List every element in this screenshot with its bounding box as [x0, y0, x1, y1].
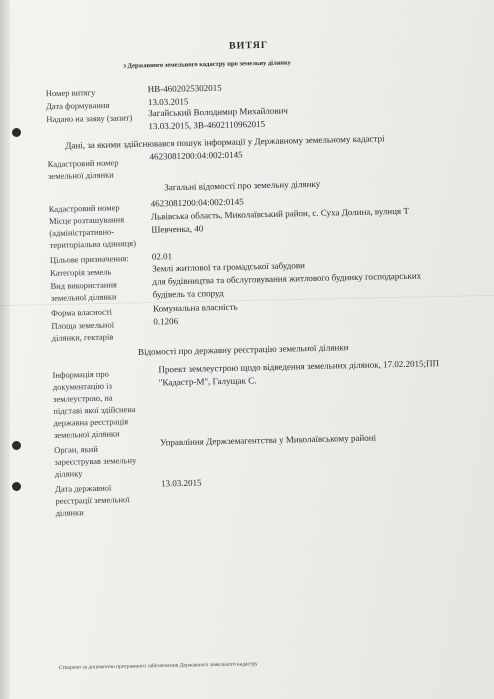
search-cadastral-value: 4623081200:04:002:0145	[149, 149, 243, 162]
general-heading: Загальні відомості про земельну ділянку	[164, 178, 321, 193]
doc-label-6: земельної ділянки	[53, 428, 120, 440]
organ-label: Орган, який	[54, 443, 98, 455]
ownership-label: Форма власності	[50, 306, 113, 318]
doc-label-5: державна реєстрація	[53, 416, 129, 428]
category-value: Землі житлової та громадської забудови	[152, 260, 305, 274]
request-value-name: Загайський Володимир Михайлович	[148, 105, 289, 119]
extract-number-label: Номер витягу	[45, 87, 96, 99]
extract-date-label: Дата формування	[45, 99, 110, 112]
area-label-2: ділянки, гектарів	[51, 331, 114, 343]
usage-label-2: земельної ділянки	[50, 291, 117, 303]
doc-value-2: "Кадастр-М", Галущак С.	[158, 375, 257, 388]
punch-hole-icon	[12, 441, 21, 450]
punch-hole-icon	[12, 482, 21, 491]
reg-date-label-2: реєстрації земельної	[55, 494, 130, 506]
doc-label: Інформація про	[52, 368, 109, 380]
doc-value: Проект землеустрою щодо відведення земельних ділянок, 17.02.2015;ПП	[158, 358, 440, 375]
reg-date-label-3: ділянки	[55, 507, 84, 518]
registration-heading: Відомості про державну реєстрацію земельної ділянки	[137, 342, 349, 357]
document-subtitle: з Державного земельного кадастру про земельну ділянку	[123, 59, 291, 70]
area-value: 0.1206	[153, 316, 179, 327]
ownership-value: Комунальна власність	[152, 301, 238, 314]
general-cadastral-label: Кадастровий номер	[48, 202, 120, 214]
usage-value: для будівництва та обслуговування житлового будинку господарських	[152, 270, 422, 287]
organ-label-3: ділянку	[54, 468, 83, 479]
location-label-3: територіальна одиниця)	[49, 237, 137, 250]
doc-label-3: землеустрою, на	[52, 392, 113, 404]
doc-label-2: документацію із	[52, 380, 113, 392]
request-value-number: 13.03.2015, ЗВ-4602110962015	[148, 118, 266, 132]
location-label-2: (адміністративно-	[49, 226, 115, 238]
footer-text: Створено за допомогою програмного забезпечення Державного земельного кадастру	[58, 661, 258, 671]
area-label: Площа земельної	[51, 319, 115, 331]
reg-date-value: 13.03.2015	[160, 477, 202, 489]
general-cadastral-value: 4623081200:04:002:0145	[150, 196, 244, 209]
location-label: Місце розташування	[48, 214, 125, 226]
purpose-label: Цільове призначення:	[49, 253, 129, 265]
usage-label: Вид використання	[50, 279, 117, 291]
search-description: Дані, за якими здійснювався пошук інформації у Державному земельному кадастрі	[65, 133, 385, 151]
extract-date-value: 13.03.2015	[147, 96, 189, 108]
location-value: Львівська область, Миколаївський район, с. Суха Долина, вулиця Т	[150, 205, 410, 222]
usage-value-2: будівель та споруд	[152, 288, 224, 300]
location-value-2: Шевченка, 40	[151, 223, 204, 235]
organ-label-2: зареєстрував земельну	[54, 455, 137, 467]
reg-date-label: Дата державної	[54, 482, 112, 494]
search-cadastral-label: Кадастровий номер	[47, 157, 119, 169]
doc-label-4: підставі якої здійснена	[53, 404, 136, 416]
extract-number-value: НВ-4602025302015	[147, 82, 222, 95]
search-cadastral-label-2: земельної ділянки	[47, 169, 114, 181]
category-label: Категорія земель	[50, 266, 112, 278]
punch-hole-icon	[12, 128, 21, 137]
request-label: Надано на заяву (запит)	[46, 112, 133, 125]
document-title: ВИТЯГ	[228, 39, 269, 52]
organ-value: Управління Держземагентства у Миколаївському районі	[159, 432, 377, 448]
purpose-value: 02.01	[151, 251, 173, 262]
paper-edge-shadow	[0, 0, 10, 699]
